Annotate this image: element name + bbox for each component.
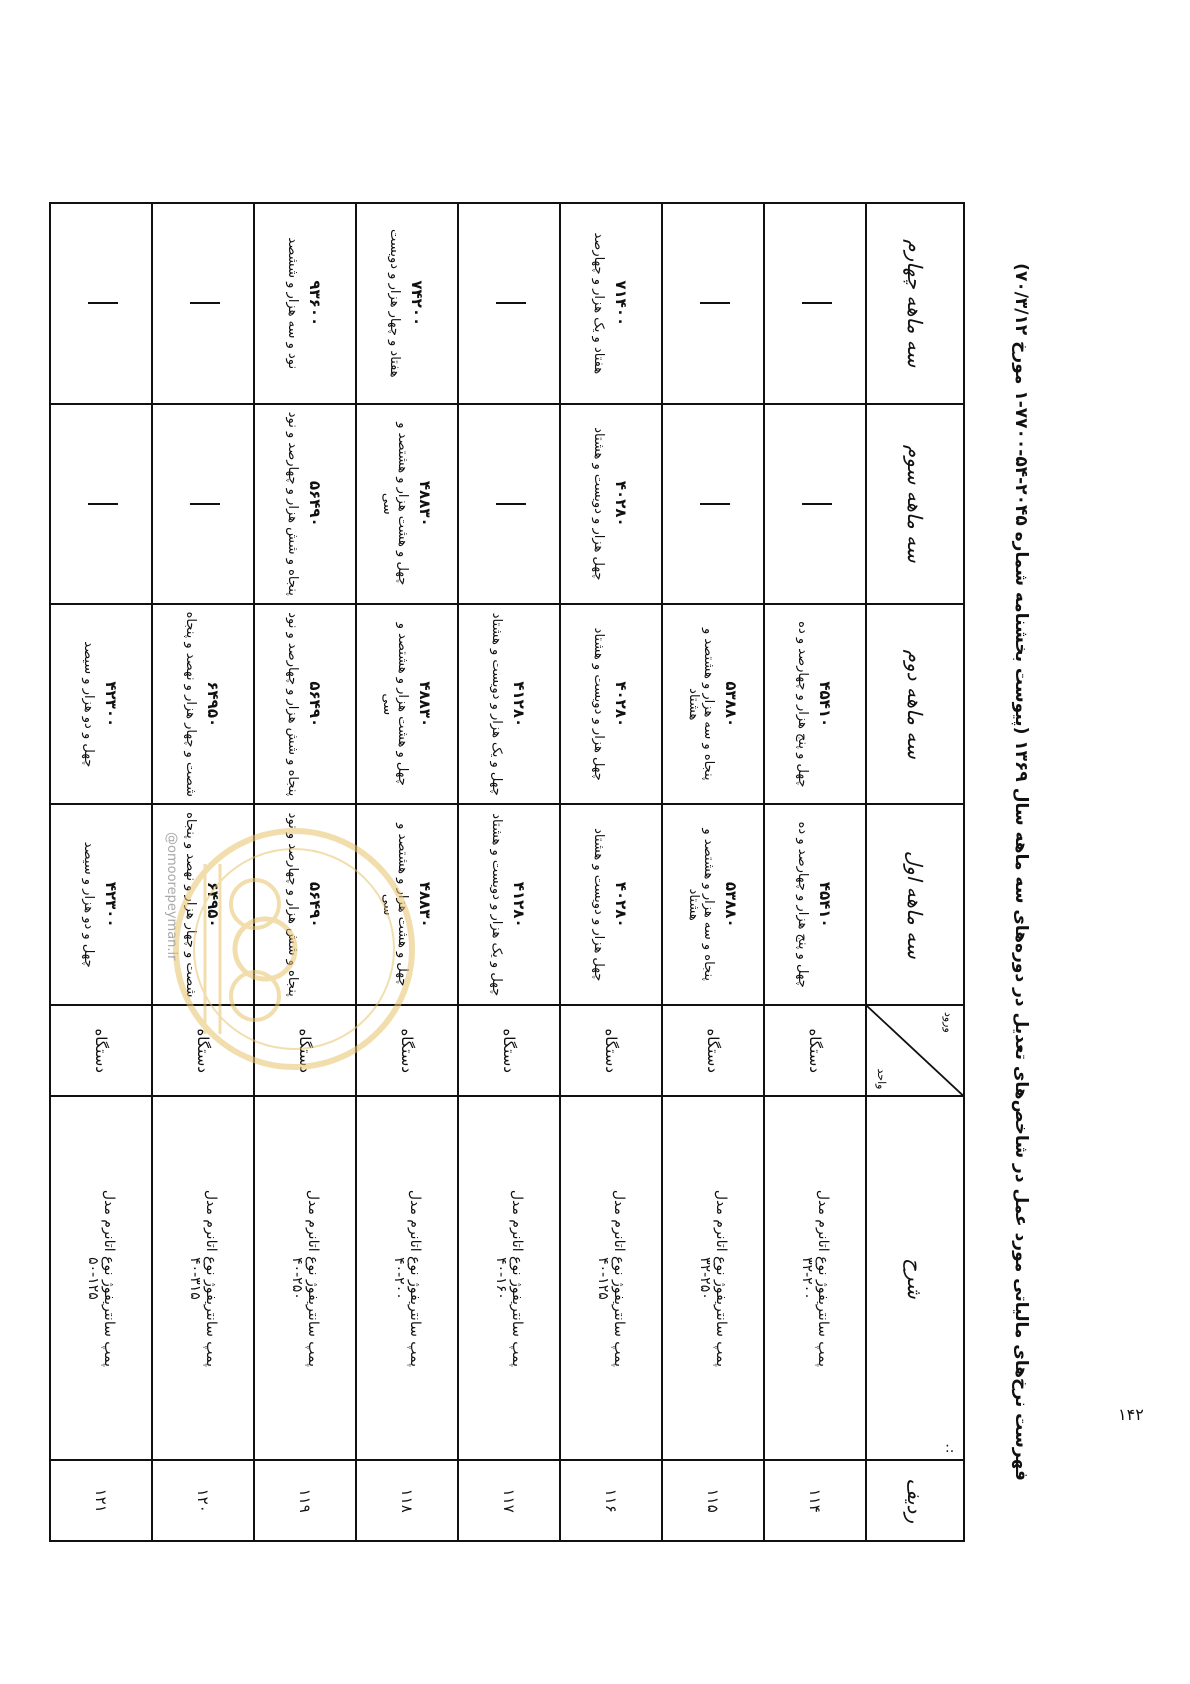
empty-dash-icon bbox=[802, 302, 832, 304]
amount-q3 bbox=[764, 404, 866, 604]
unit-text: دستگاه bbox=[194, 1028, 212, 1073]
description-text: پمپ سانتریفوژ نوع اتانرم مدل bbox=[815, 1189, 831, 1368]
amount-number: ۴۲۳۰۰ bbox=[102, 881, 121, 928]
amount-number: ۹۳۶۰۰ bbox=[306, 280, 325, 327]
amount-q1 bbox=[560, 804, 662, 1004]
unit-text: دستگاه bbox=[296, 1028, 314, 1073]
amount-q3 bbox=[662, 404, 764, 604]
amount-number: ۵۶۴۹۰ bbox=[306, 681, 325, 728]
empty-dash-icon bbox=[700, 503, 730, 505]
table-row bbox=[764, 203, 866, 1541]
amount-words: چهل و پنج هزار و چهارصد و ده bbox=[795, 621, 811, 788]
row-number bbox=[764, 1460, 866, 1541]
description-text: پمپ سانتریفوژ نوع اتانرم مدل bbox=[101, 1189, 117, 1368]
amount-number: ۵۶۴۹۰ bbox=[306, 480, 325, 527]
amount-q2 bbox=[254, 604, 356, 804]
amount-number: ۴۲۳۰۰ bbox=[102, 681, 121, 728]
unit-text: دستگاه bbox=[806, 1028, 824, 1073]
amount-number: ۴۸۸۳۰ bbox=[416, 881, 434, 928]
empty-dash-icon bbox=[700, 302, 730, 304]
description-text: پمپ سانتریفوژ نوع اتانرم مدل bbox=[713, 1189, 729, 1368]
amount-q3 bbox=[356, 404, 458, 604]
amount-words: پنجاه و شش هزار و چهارصد و نود bbox=[285, 612, 301, 797]
description-text: پمپ سانتریفوژ نوع اتانرم مدل bbox=[305, 1189, 321, 1368]
amount-q2 bbox=[356, 604, 458, 804]
model-number: ۴۰-۳۱۵ bbox=[187, 1257, 203, 1300]
amount-number: ۵۳۸۸۰ bbox=[722, 881, 740, 928]
header-unit bbox=[866, 1005, 964, 1097]
empty-dash-icon bbox=[496, 503, 526, 505]
row-number bbox=[152, 1460, 254, 1541]
amount-words: چهل هزار و دویست و هشتاد bbox=[591, 427, 607, 581]
row-unit bbox=[764, 1005, 866, 1097]
row-number bbox=[662, 1460, 764, 1541]
row-unit bbox=[560, 1005, 662, 1097]
amount-words: چهل و یک هزار و دویست و هشتاد bbox=[489, 813, 505, 997]
row-description bbox=[560, 1096, 662, 1460]
unit-text: دستگاه bbox=[500, 1028, 518, 1073]
header-row-number: ردیف bbox=[866, 1460, 964, 1541]
amount-number: ۴۵۴۱۰ bbox=[816, 881, 835, 928]
amount-words: چهل و پنج هزار و چهارصد و ده bbox=[795, 821, 811, 988]
description-text: پمپ سانتریفوژ نوع اتانرم مدل bbox=[509, 1189, 525, 1368]
amount-q4 bbox=[662, 203, 764, 404]
amount-words: چهل و هشت هزار و هشتصد و سی bbox=[380, 823, 410, 987]
amount-words: شصت و چهار هزار و نهصد و پنجاه bbox=[183, 611, 199, 797]
amount-q4 bbox=[50, 203, 152, 404]
row-number-text: ۱۱۷ bbox=[500, 1488, 518, 1513]
row-number bbox=[254, 1460, 356, 1541]
amount-number: ۷۴۲۰۰ bbox=[408, 280, 427, 327]
amount-q1 bbox=[50, 804, 152, 1004]
rotated-page bbox=[81, 172, 1045, 1572]
table-row bbox=[458, 203, 560, 1541]
table-row bbox=[50, 203, 152, 1541]
amount-q4 bbox=[560, 203, 662, 404]
model-number: ۴۰-۱۲۵ bbox=[595, 1257, 611, 1300]
amount-words: چهل و هشت هزار و هشتصد و سی bbox=[380, 422, 410, 586]
amount-q4 bbox=[152, 203, 254, 404]
description-text: پمپ سانتریفوژ نوع اتانرم مدل bbox=[611, 1189, 627, 1368]
header-q4: سه ماهه چهارم bbox=[866, 203, 964, 404]
amount-words: چهل هزار و دویست و هشتاد bbox=[591, 828, 607, 982]
amount-words: پنجاه و سه هزار و هشتصد و هشتاد bbox=[686, 828, 716, 982]
amount-number: ۴۰۲۸۰ bbox=[612, 881, 631, 928]
unit-text: دستگاه bbox=[92, 1028, 110, 1073]
unit-text: دستگاه bbox=[398, 1028, 416, 1073]
empty-dash-icon bbox=[190, 302, 220, 304]
amount-words: چهل و دو هزار و سیصد bbox=[81, 641, 97, 768]
amount-words: پنجاه و شش هزار و چهارصد و نود bbox=[285, 411, 301, 596]
amount-q2 bbox=[458, 604, 560, 804]
amount-words: چهل و هشت هزار و هشتصد و سی bbox=[380, 622, 410, 786]
amount-number: ۴۱۲۸۰ bbox=[510, 681, 529, 728]
model-number: ۴۰-۲۰۰ bbox=[391, 1257, 407, 1300]
document-title: فهرست نرخ‌های مالیاتی مورد عمل در شاخص‌های تعدیل در دوره‌های سه ماهه سال ۱۳۶۹ (پیوست بخشنامه شماره ۲۰۴۵-۵۴-۷۷۰۰-۱ مورخ ۷۰/۳/۱۲) bbox=[1011, 263, 1031, 1481]
watermark-logo bbox=[163, 824, 425, 1074]
corner-mark: :. bbox=[945, 1440, 955, 1456]
unit-text: دستگاه bbox=[602, 1028, 620, 1073]
header-q2: سه ماهه دوم bbox=[866, 604, 964, 804]
amount-words: چهل و دو هزار و سیصد bbox=[81, 841, 97, 968]
unit-header-top: ورود bbox=[942, 1011, 955, 1033]
amount-number: ۴۸۸۳۰ bbox=[416, 480, 434, 527]
row-description bbox=[662, 1096, 764, 1460]
page-number: ۱۴۲ bbox=[1118, 1405, 1144, 1424]
row-number bbox=[560, 1460, 662, 1541]
row-number-text: ۱۱۴ bbox=[806, 1488, 824, 1513]
amount-number: ۶۴۹۵۰ bbox=[204, 881, 223, 928]
row-number bbox=[356, 1460, 458, 1541]
amount-q2 bbox=[560, 604, 662, 804]
amount-words: شصت و چهار هزار و نهصد و پنجاه bbox=[183, 812, 199, 998]
model-number: ۴۰-۱۶۰ bbox=[493, 1257, 509, 1300]
amount-words: هفتاد و چهار هزار و دویست bbox=[387, 228, 403, 378]
header-q3: سه ماهه سوم bbox=[866, 404, 964, 604]
unit-header-bottom: واحد bbox=[875, 1068, 888, 1090]
amount-number: ۵۳۸۸۰ bbox=[722, 681, 740, 728]
amount-q3 bbox=[560, 404, 662, 604]
empty-dash-icon bbox=[802, 503, 832, 505]
amount-q4 bbox=[356, 203, 458, 404]
row-number-text: ۱۱۹ bbox=[296, 1488, 314, 1513]
watermark-url: @omoorepeyman.ir bbox=[164, 832, 179, 961]
amount-words: هفتاد و یک هزار و چهارصد bbox=[591, 232, 607, 375]
row-unit bbox=[50, 1005, 152, 1097]
amount-q3 bbox=[152, 404, 254, 604]
empty-dash-icon bbox=[88, 302, 118, 304]
description-text: پمپ سانتریفوژ نوع اتانرم مدل bbox=[203, 1189, 219, 1368]
amount-q4 bbox=[254, 203, 356, 404]
row-number-text: ۱۱۸ bbox=[398, 1488, 416, 1513]
table-row bbox=[560, 203, 662, 1541]
row-unit bbox=[458, 1005, 560, 1097]
row-number-text: ۱۲۰ bbox=[194, 1488, 212, 1513]
amount-number: ۵۶۴۹۰ bbox=[306, 881, 325, 928]
amount-q1 bbox=[458, 804, 560, 1004]
amount-number: ۴۰۲۸۰ bbox=[612, 681, 631, 728]
amount-q3 bbox=[50, 404, 152, 604]
amount-q2 bbox=[50, 604, 152, 804]
row-description bbox=[458, 1096, 560, 1460]
row-description bbox=[50, 1096, 152, 1460]
amount-words: نود و سه هزار و ششصد bbox=[285, 237, 301, 370]
amount-q3 bbox=[254, 404, 356, 604]
amount-number: ۷۱۴۰۰ bbox=[612, 280, 631, 327]
row-number-text: ۱۱۵ bbox=[704, 1488, 722, 1513]
row-description bbox=[254, 1096, 356, 1460]
amount-words: چهل هزار و دویست و هشتاد bbox=[591, 627, 607, 781]
empty-dash-icon bbox=[496, 302, 526, 304]
empty-dash-icon bbox=[88, 503, 118, 505]
model-number: ۴۰-۲۵۰ bbox=[289, 1257, 305, 1300]
amount-q2 bbox=[662, 604, 764, 804]
amount-number: ۴۱۲۸۰ bbox=[510, 881, 529, 928]
table-row bbox=[662, 203, 764, 1541]
model-number: ۵۰-۱۲۵ bbox=[85, 1257, 101, 1300]
amount-q2 bbox=[764, 604, 866, 804]
row-description bbox=[764, 1096, 866, 1460]
amount-words: پنجاه و سه هزار و هشتصد و هشتاد bbox=[686, 627, 716, 781]
header-q1: سه ماهه اول bbox=[866, 804, 964, 1004]
amount-q2 bbox=[152, 604, 254, 804]
amount-words: پنجاه و شش هزار و چهارصد و نود bbox=[285, 812, 301, 997]
row-number-text: ۱۱۶ bbox=[602, 1488, 620, 1513]
row-unit bbox=[662, 1005, 764, 1097]
amount-q1 bbox=[764, 804, 866, 1004]
amount-q1 bbox=[662, 804, 764, 1004]
model-number: ۳۲-۲۵۰ bbox=[697, 1257, 713, 1300]
amount-q3 bbox=[458, 404, 560, 604]
row-number-text: ۱۲۱ bbox=[92, 1488, 110, 1513]
description-text: پمپ سانتریفوژ نوع اتانرم مدل bbox=[407, 1189, 423, 1368]
amount-number: ۴۸۸۳۰ bbox=[416, 681, 434, 728]
amount-number: ۴۰۲۸۰ bbox=[612, 480, 631, 527]
amount-number: ۴۵۴۱۰ bbox=[816, 681, 835, 728]
header-description: شرح bbox=[866, 1096, 964, 1460]
amount-number: ۶۴۹۵۰ bbox=[204, 681, 223, 728]
row-description bbox=[356, 1096, 458, 1460]
amount-words: چهل و یک هزار و دویست و هشتاد bbox=[489, 612, 505, 796]
amount-q4 bbox=[764, 203, 866, 404]
row-description bbox=[152, 1096, 254, 1460]
amount-q4 bbox=[458, 203, 560, 404]
row-number bbox=[458, 1460, 560, 1541]
table-header-row bbox=[866, 203, 964, 1541]
unit-text: دستگاه bbox=[704, 1028, 722, 1073]
row-number bbox=[50, 1460, 152, 1541]
empty-dash-icon bbox=[190, 503, 220, 505]
model-number: ۳۲-۲۰۰ bbox=[799, 1257, 815, 1300]
